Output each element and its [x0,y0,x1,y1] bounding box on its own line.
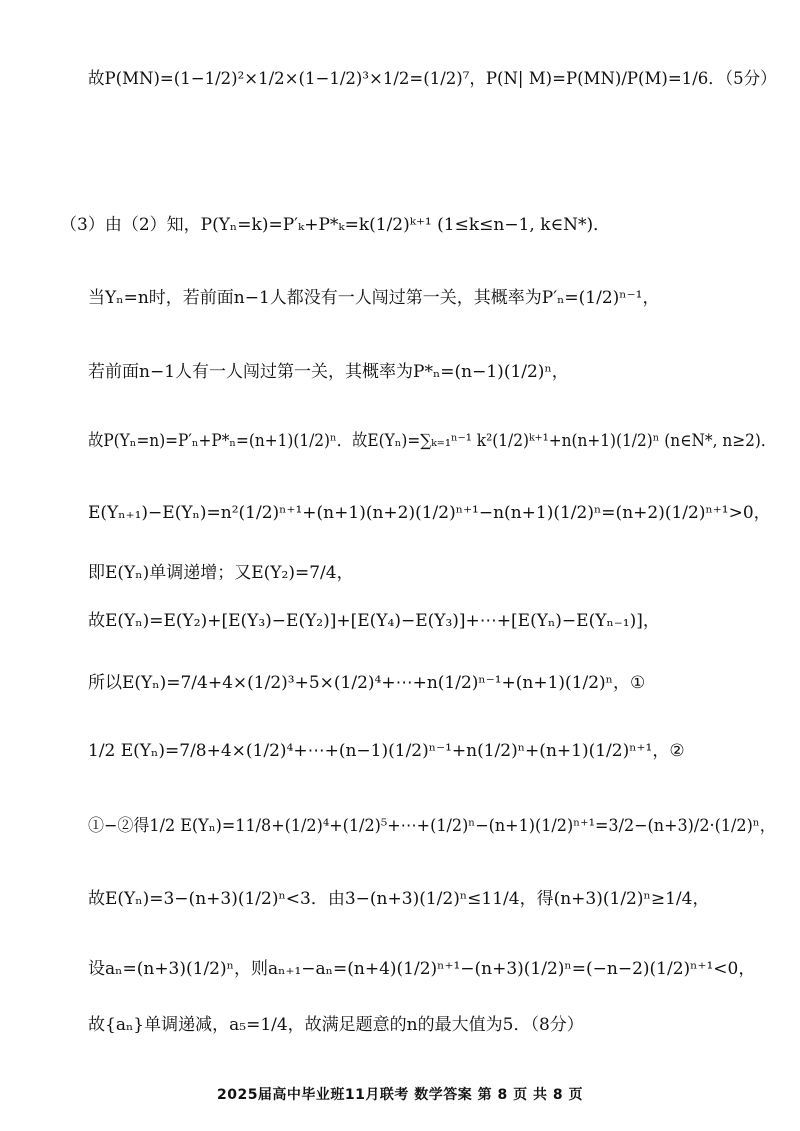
line-increasing [88,562,770,584]
page-footer: 2025届高中毕业班11月联考 数学答案 第 8 页 共 8 页 [216,1087,584,1103]
line-text: 故{aₙ}单调递减，a₅=1/4，故满足题意的n的最大值为5．（8分） [88,1015,584,1035]
line-bound [88,888,770,910]
line-text: 若前面n−1人有一人闯过第一关，其概率为P*ₙ=(n−1)(1/2)ⁿ， [88,362,569,382]
line-text: 1/2 E(Yₙ)=7/8+4×(1/2)⁴+⋯+(n−1)(1/2)ⁿ⁻¹+n(1/2)ⁿ+(n+1)(1/2)ⁿ⁺¹，② [88,741,685,761]
line-telescoping [88,610,770,632]
line-text: 所以E(Yₙ)=7/4+4×(1/2)³+5×(1/2)⁴+⋯+n(1/2)ⁿ⁻¹+(n+1)(1/2)ⁿ，① [88,673,646,693]
line-text: （3）由（2）知，P(Yₙ=k)=P′ₖ+P*ₖ=k(1/2)ᵏ⁺¹ (1≤k≤n−1, k∈N*)． [60,215,611,235]
line-text: 故E(Yₙ)=3−(n+3)(1/2)ⁿ<3．由3−(n+3)(1/2)ⁿ≤11/4，得(n+3)(1/2)ⁿ≥1/4， [88,889,710,909]
line-conclusion [88,1014,770,1036]
line-expectation [88,430,777,452]
line-text: 故P(Yₙ=n)=P′ₙ+P*ₙ=(n+1)(1/2)ⁿ．故E(Yₙ)=∑ₖ₌₁ⁿ⁻¹ k²(1/2)ᵏ⁺¹+n(n+1)(1/2)ⁿ (n∈N*, n≥2)． [88,431,777,451]
line-case-none [88,287,770,309]
line-case-one [88,361,770,383]
line-text: 即E(Yₙ)单调递增；又E(Y₂)=7/4， [88,563,354,583]
line-sequence-a [88,958,770,980]
line-text: 设aₙ=(n+3)(1/2)ⁿ，则aₙ₊₁−aₙ=(n+4)(1/2)ⁿ⁺¹−(n+3)(1/2)ⁿ=(−n−2)(1/2)ⁿ⁺¹<0， [88,959,756,979]
line-text: ①−②得1/2 E(Yₙ)=11/8+(1/2)⁴+(1/2)⁵+⋯+(1/2)ⁿ−(n+1)(1/2)ⁿ⁺¹=3/2−(n+3)/2·(1/2)ⁿ， [88,816,776,836]
line-subtract [88,815,776,837]
line-difference [88,502,770,524]
line-part3-intro [60,214,770,236]
line-equation-2 [88,740,770,762]
line-text: 当Yₙ=n时，若前面n−1人都没有一人闯过第一关，其概率为P′ₙ=(1/2)ⁿ⁻¹， [88,288,660,308]
line-probability-mn [88,68,777,90]
line-text: 故P(MN)=(1−1/2)²×1/2×(1−1/2)³×1/2=(1/2)⁷，P(N| M)=P(MN)/P(M)=1/6．（5分） [88,69,777,89]
line-text: E(Yₙ₊₁)−E(Yₙ)=n²(1/2)ⁿ⁺¹+(n+1)(n+2)(1/2)ⁿ⁺¹−n(n+1)(1/2)ⁿ=(n+2)(1/2)ⁿ⁺¹>0， [88,503,771,523]
line-text: 故E(Yₙ)=E(Y₂)+[E(Y₃)−E(Y₂)]+[E(Y₄)−E(Y₃)]+⋯+[E(Yₙ)−E(Yₙ₋₁)]， [88,611,660,631]
line-equation-1 [88,672,770,694]
